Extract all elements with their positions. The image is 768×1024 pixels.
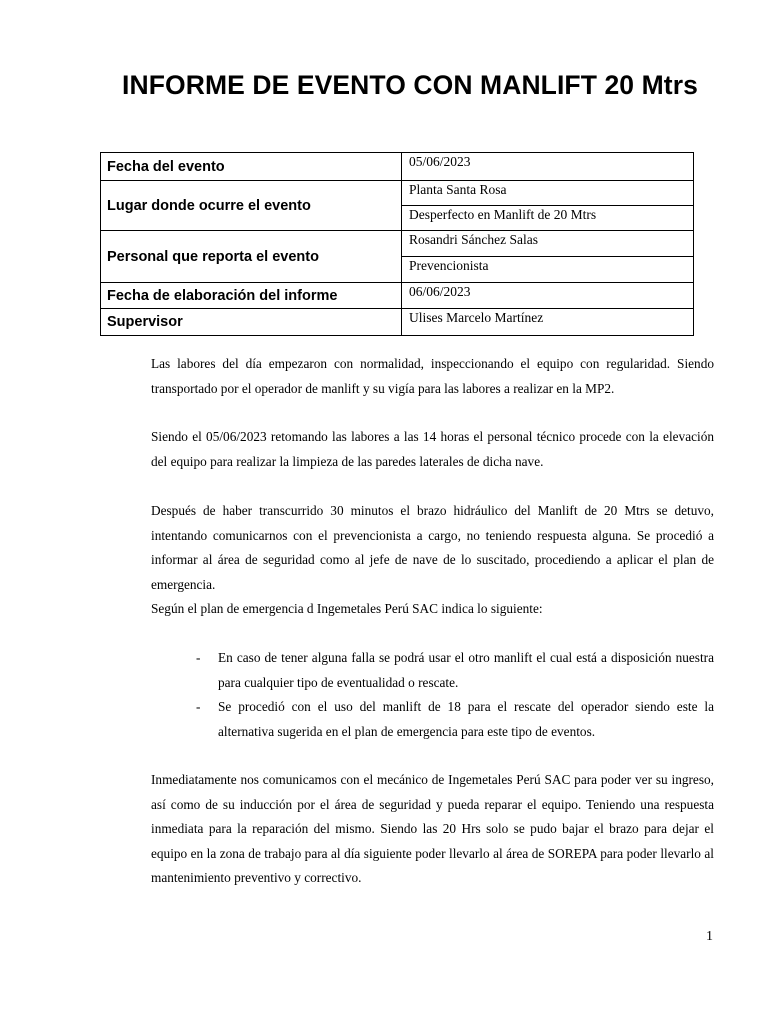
list-item-text: En caso de tener alguna falla se podrá usar el otro manlift el cual está a disposición nuestra para cualquier tipo de eventualidad o rescate.	[218, 650, 714, 690]
event-info-table	[100, 152, 694, 336]
emergency-plan-list	[151, 646, 714, 744]
document-title: INFORME DE EVENTO CON MANLIFT 20 Mtrs	[122, 70, 698, 100]
supervisor-label: Supervisor	[101, 309, 402, 336]
page-number: 1	[706, 929, 713, 944]
paragraph-text: Las labores del día empezaron con normalidad, inspeccionando el equipo con regularidad. Siendo transportado por el operador de manlift y su vigía para las labores a realizar en la MP2.	[151, 356, 714, 396]
lugar-value-2: Desperfecto en Manlift de 20 Mtrs	[402, 206, 694, 231]
list-item-text: Se procedió con el uso del manlift de 18 para el rescate del operador siendo este la alternativa sugerida en el plan de emergencia para este tipo de eventos.	[218, 699, 714, 739]
list-marker: -	[196, 699, 201, 714]
elaboracion-label: Fecha de elaboración del informe	[101, 283, 402, 309]
personal-value-1: Rosandri Sánchez Salas	[402, 231, 694, 257]
table-row	[101, 231, 694, 257]
paragraph-text: Siendo el 05/06/2023 retomando las labores a las 14 horas el personal técnico procede con la elevación del equipo para realizar la limpieza de las paredes laterales de dicha nave.	[151, 429, 714, 469]
supervisor-value: Ulises Marcelo Martínez	[402, 309, 694, 336]
personal-label: Personal que reporta el evento	[101, 231, 402, 283]
paragraph-text-plan: Según el plan de emergencia d Ingemetales Perú SAC indica lo siguiente:	[151, 601, 543, 616]
paragraph-3	[151, 499, 714, 622]
table-row	[101, 309, 694, 336]
lugar-label: Lugar donde ocurre el evento	[101, 181, 402, 231]
fecha-evento-value: 05/06/2023	[402, 153, 694, 181]
paragraph-text: Después de haber transcurrido 30 minutos el brazo hidráulico del Manlift de 20 Mtrs se detuvo, intentando comunicarnos con el prevencionista a cargo, no teniendo respuesta alguna. Se procedió a informar al área de seguridad como al jefe de nave de lo suscitado, procediendo a aplicar el plan de emergencia.	[151, 503, 714, 592]
list-item	[151, 695, 714, 744]
list-item	[151, 646, 714, 695]
lugar-value-1: Planta Santa Rosa	[402, 181, 694, 206]
paragraph-text: Inmediatamente nos comunicamos con el mecánico de Ingemetales Perú SAC para poder ver su ingreso, así como de su inducción por el área de seguridad y pueda reparar el equipo. Teniendo una respuesta inmediata para la reparación del mismo. Siendo las 20 Hrs solo se pudo bajar el brazo para dejar el equipo en la zona de trabajo para al día siguiente poder llevarlo al área de SOREPA para poder llevarlo al mantenimiento preventivo y correctivo.	[151, 772, 714, 885]
paragraph-1	[151, 352, 714, 401]
table-row	[101, 181, 694, 206]
list-marker: -	[196, 650, 201, 665]
paragraph-2	[151, 425, 714, 474]
elaboracion-value: 06/06/2023	[402, 283, 694, 309]
fecha-evento-label: Fecha del evento	[101, 153, 402, 181]
table-row	[101, 153, 694, 181]
paragraph-4	[151, 768, 714, 891]
personal-value-2: Prevencionista	[402, 257, 694, 283]
table-row	[101, 283, 694, 309]
